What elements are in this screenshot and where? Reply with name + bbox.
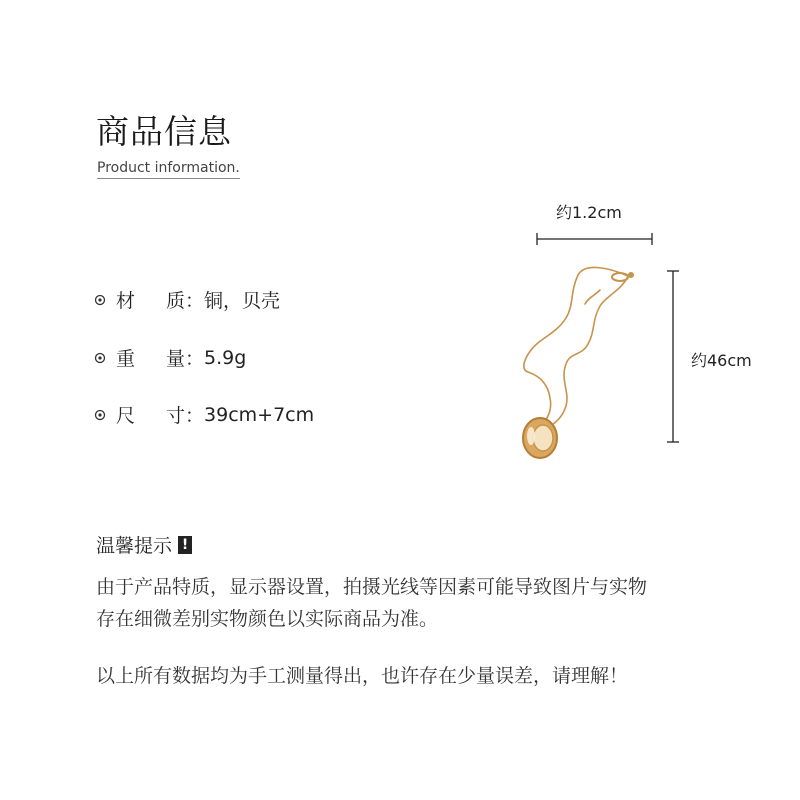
- spec-label-a: 材: [116, 290, 136, 312]
- spec-label-b: 寸：: [166, 405, 205, 427]
- length-dimension-line: [667, 271, 679, 442]
- notice-paragraph-2: [96, 660, 736, 692]
- width-dimension-label: 约1.2cm: [556, 203, 622, 222]
- width-dimension-line: [537, 233, 652, 245]
- spec-value: 5.9g: [204, 346, 247, 369]
- necklace-chain: [524, 267, 628, 430]
- notice-line-3: 以上所有数据均为手工测量得出，也许存在少量误差，请理解！: [96, 665, 629, 687]
- page-subtitle: Product information.: [97, 160, 240, 179]
- length-dimension-label: 约46cm: [691, 351, 752, 370]
- spec-label-b: 质：: [166, 290, 205, 312]
- notice-line-1: 由于产品特质，显示器设置，拍摄光线等因素可能导致图片与实物: [96, 576, 648, 598]
- notice-title-text: 温馨提示: [96, 535, 173, 557]
- spec-value: 39cm+7cm: [204, 403, 315, 426]
- spec-value: 铜，贝壳: [204, 290, 281, 312]
- notice-title: [96, 531, 192, 558]
- notice-line-2: 存在细微差别实物颜色以实际商品为准。: [96, 608, 439, 630]
- spec-label-a: 重: [116, 348, 136, 370]
- page-title: 商品信息: [96, 112, 232, 151]
- necklace-clasp: [612, 272, 634, 281]
- exclamation-icon: !: [178, 536, 192, 554]
- notice-paragraph-1: [96, 571, 736, 635]
- ring-pendant: [523, 418, 557, 458]
- spec-label-a: 尺: [116, 405, 136, 427]
- spec-label-b: 量：: [166, 348, 205, 370]
